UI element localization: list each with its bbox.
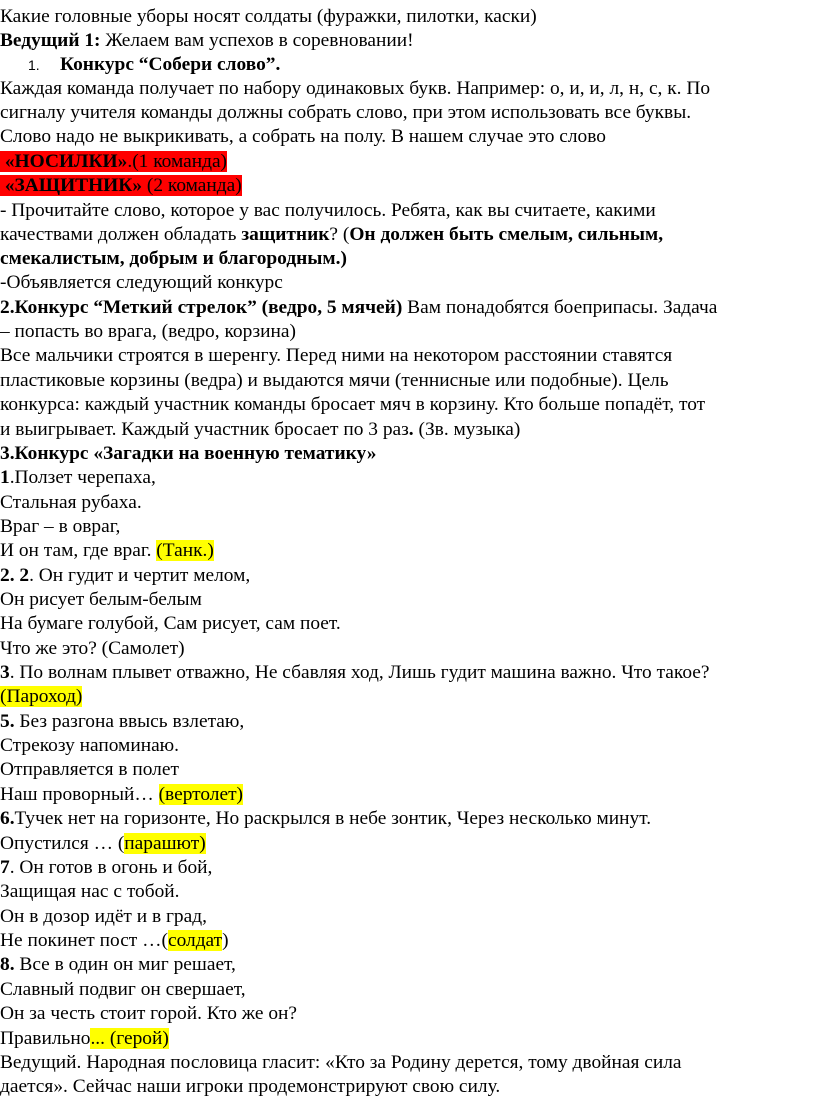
text-run: Ведущий. Народная пословица гласит: «Кто за Родину дерется, тому двойная сила: [0, 1052, 682, 1073]
bold-run: смекалистым, добрым и благородным.): [0, 248, 347, 269]
contest-title: Конкурс “Собери слово”.: [60, 54, 281, 75]
text-line: [0, 223, 663, 247]
riddle-line: [0, 1027, 169, 1051]
riddle-number: 3: [0, 662, 10, 683]
text-run: Каждая команда получает по набору одинаковых букв. Например: о, и, и, л, н, с, к. По: [0, 78, 711, 99]
riddle-number: 6.: [0, 808, 15, 829]
text-run: Все в один он миг решает,: [14, 954, 236, 975]
riddle-answer: (Танк.): [156, 540, 214, 561]
text-line: [0, 150, 227, 174]
riddle-line: [0, 856, 212, 880]
text-run: Стрекозу напоминаю.: [0, 735, 180, 756]
riddle-line: [0, 905, 207, 929]
text-run: Наш проворный…: [0, 784, 159, 805]
text-line: [0, 344, 672, 368]
text-run: .(1 команда): [127, 151, 228, 172]
text-line: [0, 247, 347, 271]
text-run: . Он гудит и чертит мелом,: [29, 565, 251, 586]
riddle-answer: солдат: [167, 930, 223, 951]
text-run: и выигрывает. Каждый участник бросает по 3 раз: [0, 419, 409, 440]
text-run: Защищая нас с тобой.: [0, 881, 180, 902]
riddle-number: 8.: [0, 954, 15, 975]
riddle-line: [0, 588, 202, 612]
text-line: [0, 393, 705, 417]
text-line: [0, 101, 691, 125]
section-heading: [0, 53, 280, 77]
text-line: [0, 5, 537, 29]
text-run: (2 команда): [142, 175, 242, 196]
bold-run: Он должен быть смелым, сильным,: [349, 224, 664, 245]
riddle-line: [0, 807, 651, 831]
text-run: (Зв. музыка): [413, 419, 521, 440]
riddle-line: [0, 612, 341, 636]
riddle-answer: (Пароход): [0, 686, 83, 707]
text-run: Враг – в овраг,: [0, 516, 121, 537]
text-run: Он за честь стоит горой. Кто же он?: [0, 1003, 298, 1024]
text-run: .Ползет черепаха,: [9, 467, 156, 488]
text-line: [0, 1051, 682, 1075]
list-number: 1.: [28, 57, 40, 73]
text-line: [0, 125, 606, 149]
text-line: [0, 1075, 500, 1099]
riddle-line: [0, 1002, 297, 1026]
section-heading: [0, 296, 717, 320]
text-run: Славный подвиг он свершает,: [0, 979, 246, 1000]
riddle-line: [0, 564, 250, 588]
answer-word: «НОСИЛКИ»: [4, 151, 128, 172]
text-run: И он там, где враг.: [0, 540, 157, 561]
text-run: -Объявляется следующий конкурс: [0, 272, 283, 293]
riddle-number: 7: [0, 857, 10, 878]
text-run: – попасть во врага, (ведро, корзина): [0, 321, 296, 342]
riddle-line: [0, 661, 709, 685]
text-run: дается». Сейчас наши игроки продемонстрируют свою силу.: [0, 1076, 501, 1097]
riddle-line: [0, 466, 156, 490]
contest-title: 3.Конкурс «Загадки на военную тематику»: [0, 443, 377, 464]
riddle-line: [0, 832, 206, 856]
text-run: Опустился … (: [0, 833, 125, 854]
red-highlight: [0, 175, 242, 196]
text-run: Он рисует белым-белым: [0, 589, 202, 610]
text-line: [0, 271, 283, 295]
text-run: ? (: [329, 224, 350, 245]
text-run: Вам понадобятся боеприпасы. Задача: [402, 297, 718, 318]
riddle-answer: ... (герой): [90, 1028, 169, 1049]
text-run: качествами должен обладать: [0, 224, 242, 245]
riddle-line: [0, 953, 236, 977]
text-line: [0, 418, 520, 442]
text-line: [0, 174, 242, 198]
text-line: [0, 199, 656, 223]
section-heading: [0, 442, 376, 466]
answer-word: «ЗАЩИТНИК»: [4, 175, 143, 196]
text-run: - Прочитайте слово, которое у вас получилось. Ребята, как вы считаете, какими: [0, 200, 656, 221]
text-line: [0, 29, 414, 53]
bold-run: .: [408, 419, 414, 440]
text-line: [0, 77, 710, 101]
riddle-line: [0, 783, 243, 807]
text-run: . Он готов в огонь и бой,: [9, 857, 213, 878]
text-run: Он в дозор идёт и в град,: [0, 906, 207, 927]
text-run: Стальная рубаха.: [0, 492, 142, 513]
text-run: Что же это? (Самолет): [0, 638, 185, 659]
text-run: сигналу учителя команды должны собрать слово, при этом использовать все буквы.: [0, 102, 692, 123]
text-run: Все мальчики строятся в шеренгу. Перед ними на некотором расстоянии ставятся: [0, 345, 673, 366]
speaker-label: Ведущий 1:: [0, 30, 101, 51]
text-run: Не покинет пост …(: [0, 930, 168, 951]
riddle-answer: (вертолет): [158, 784, 244, 805]
riddle-line: [0, 929, 229, 953]
text-line: [0, 320, 296, 344]
text-run: ): [222, 930, 229, 951]
riddle-line: [0, 880, 180, 904]
text-run: Отправляется в полет: [0, 759, 179, 780]
riddle-line: [0, 758, 179, 782]
riddle-number: 2. 2: [0, 565, 30, 586]
riddle-line: [0, 710, 244, 734]
text-run: конкурса: каждый участник команды бросает мяч в корзину. Кто больше попадёт, тот: [0, 394, 706, 415]
text-run: На бумаге голубой, Сам рисует, сам поет.: [0, 613, 341, 634]
text-run: Правильно: [0, 1028, 91, 1049]
riddle-line: [0, 491, 142, 515]
text-run: пластиковые корзины (ведра) и выдаются мячи (теннисные или подобные). Цель: [0, 370, 669, 391]
text-run: Какие головные уборы носят солдаты (фуражки, пилотки, каски): [0, 6, 537, 27]
riddle-answer: парашют): [124, 833, 206, 854]
riddle-line: [0, 734, 179, 758]
contest-title: 2.Конкурс “Меткий стрелок” (ведро, 5 мячей): [0, 297, 403, 318]
riddle-line: [0, 637, 185, 661]
riddle-number: 5.: [0, 711, 15, 732]
text-run: Желаем вам успехов в соревновании!: [100, 30, 414, 51]
riddle-line: [0, 515, 120, 539]
text-run: Тучек нет на горизонте, Но раскрылся в небе зонтик, Через несколько минут.: [14, 808, 652, 829]
text-run: . По волнам плывет отважно, Не сбавляя ход, Лишь гудит машина важно. Что такое?: [9, 662, 710, 683]
riddle-line: [0, 539, 214, 563]
riddle-line: [0, 685, 82, 709]
riddle-line: [0, 978, 246, 1002]
text-run: Слово надо не выкрикивать, а собрать на полу. В нашем случае это слово: [0, 126, 606, 147]
text-run: Без разгона ввысь взлетаю,: [14, 711, 245, 732]
red-highlight: [0, 151, 227, 172]
bold-run: защитник: [241, 224, 330, 245]
text-line: [0, 369, 669, 393]
riddle-number: 1: [0, 467, 10, 488]
